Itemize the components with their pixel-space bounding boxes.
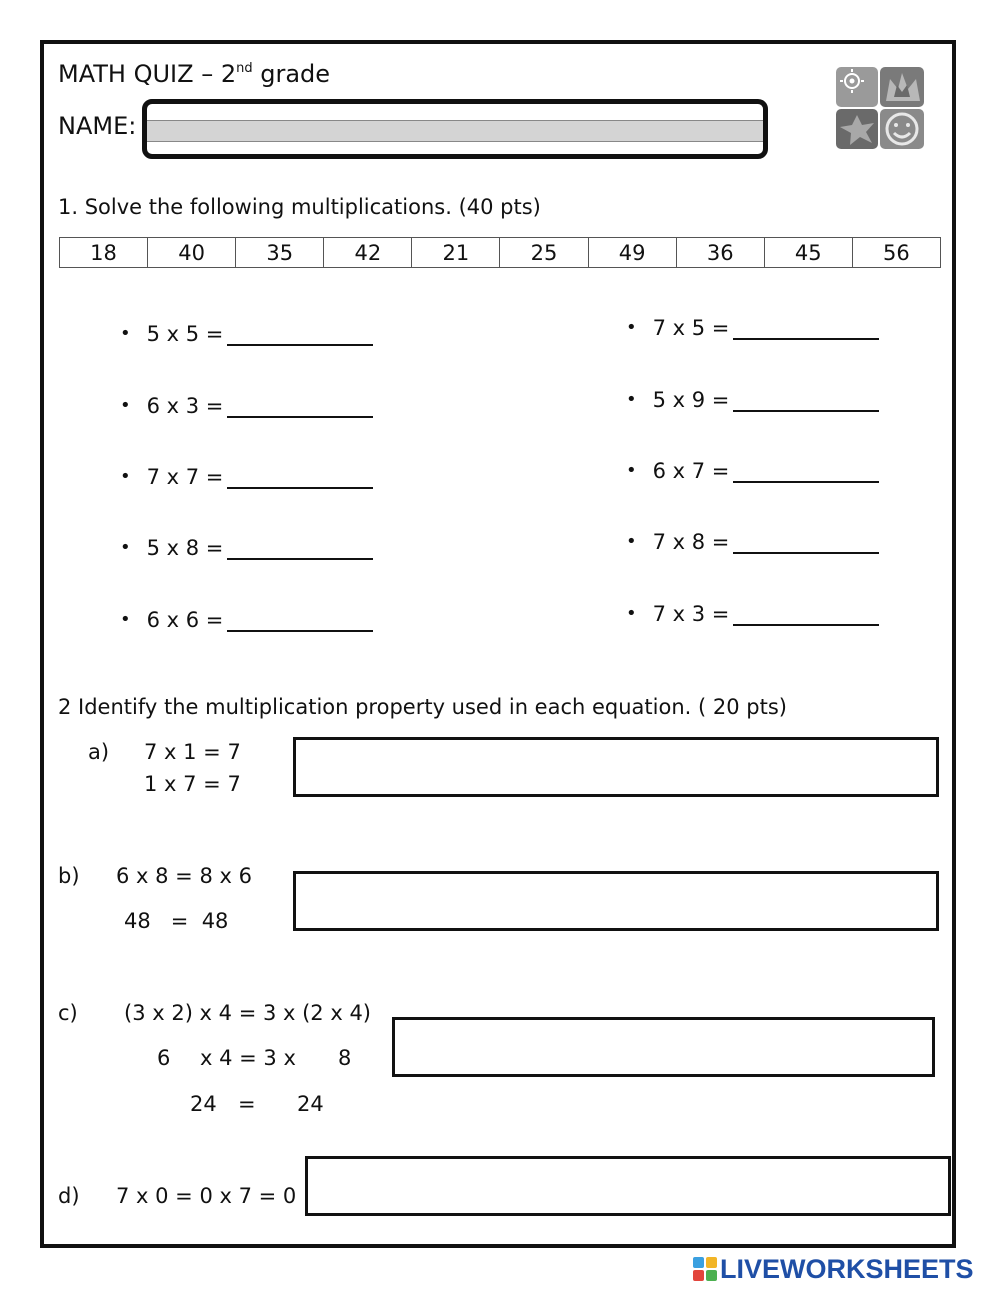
bullet: • bbox=[120, 609, 131, 630]
problem-text: 6 x 7 = bbox=[652, 459, 730, 483]
problem-left-1 bbox=[120, 322, 373, 346]
quiz-title bbox=[58, 60, 330, 88]
item-b-line2: 48 = 48 bbox=[124, 909, 229, 933]
property-answer-box-a[interactable] bbox=[293, 737, 939, 797]
answer-bank-cell: 45 bbox=[764, 238, 852, 268]
item-b-line1: 6 x 8 = 8 x 6 bbox=[116, 864, 252, 888]
bullet: • bbox=[626, 460, 637, 481]
bullet: • bbox=[626, 389, 637, 410]
school-logo-icon bbox=[834, 65, 926, 151]
answer-blank[interactable] bbox=[733, 532, 879, 554]
problem-text: 7 x 7 = bbox=[146, 465, 224, 489]
problem-left-5 bbox=[120, 608, 373, 632]
property-answer-box-d[interactable] bbox=[305, 1156, 951, 1216]
problem-left-4 bbox=[120, 536, 373, 560]
name-input-fill[interactable] bbox=[147, 120, 763, 142]
problem-right-3 bbox=[626, 459, 879, 483]
problem-text: 7 x 5 = bbox=[652, 316, 730, 340]
item-a-label: a) bbox=[88, 740, 110, 764]
problem-right-4 bbox=[626, 530, 879, 554]
answer-blank[interactable] bbox=[227, 610, 373, 632]
brand-logo bbox=[692, 1254, 974, 1284]
answer-blank[interactable] bbox=[733, 318, 879, 340]
answer-blank[interactable] bbox=[733, 461, 879, 483]
answer-bank-cell: 36 bbox=[676, 238, 764, 268]
answer-bank-table bbox=[59, 237, 941, 268]
item-a-line2: 1 x 7 = 7 bbox=[144, 772, 241, 796]
item-c-line3-c: 24 bbox=[297, 1092, 324, 1116]
problem-text: 7 x 3 = bbox=[652, 602, 730, 626]
answer-blank[interactable] bbox=[227, 467, 373, 489]
bullet: • bbox=[120, 323, 131, 344]
problem-right-5 bbox=[626, 602, 879, 626]
item-b-label: b) bbox=[58, 864, 80, 888]
brand-text: LIVEWORKSHEETS bbox=[720, 1253, 974, 1284]
bullet: • bbox=[626, 603, 637, 624]
problem-right-2 bbox=[626, 388, 879, 412]
answer-blank[interactable] bbox=[733, 390, 879, 412]
answer-bank-cell: 56 bbox=[852, 238, 940, 268]
liveworksheets-icon bbox=[692, 1256, 718, 1282]
item-c-line3-a: 24 bbox=[190, 1092, 217, 1116]
answer-blank[interactable] bbox=[733, 604, 879, 626]
answer-blank[interactable] bbox=[227, 396, 373, 418]
item-c-line3-b: = bbox=[238, 1092, 256, 1116]
problem-text: 6 x 3 = bbox=[146, 394, 224, 418]
property-answer-box-b[interactable] bbox=[293, 871, 939, 931]
title-end: grade bbox=[252, 60, 331, 88]
item-d-label: d) bbox=[58, 1184, 80, 1208]
answer-bank-cell: 21 bbox=[412, 238, 500, 268]
problem-right-1 bbox=[626, 316, 879, 340]
name-label: NAME: bbox=[58, 112, 137, 140]
section2-heading: 2 Identify the multiplication property used in each equation. ( 20 pts) bbox=[58, 695, 787, 719]
answer-bank-cell: 35 bbox=[236, 238, 324, 268]
bullet: • bbox=[626, 317, 637, 338]
answer-blank[interactable] bbox=[227, 324, 373, 346]
item-d-line1: 7 x 0 = 0 x 7 = 0 bbox=[116, 1184, 297, 1208]
item-c-line2-b: x 4 = 3 x bbox=[200, 1046, 296, 1070]
item-c-label: c) bbox=[58, 1001, 78, 1025]
item-a-line1: 7 x 1 = 7 bbox=[144, 740, 241, 764]
answer-bank-row bbox=[60, 238, 941, 268]
item-c-line1: (3 x 2) x 4 = 3 x (2 x 4) bbox=[124, 1001, 371, 1025]
answer-bank-cell: 42 bbox=[324, 238, 412, 268]
bullet: • bbox=[120, 537, 131, 558]
problem-left-3 bbox=[120, 465, 373, 489]
title-sup: nd bbox=[236, 61, 253, 76]
problem-text: 7 x 8 = bbox=[652, 530, 730, 554]
answer-blank[interactable] bbox=[227, 538, 373, 560]
problem-text: 6 x 6 = bbox=[146, 608, 224, 632]
answer-bank-cell: 18 bbox=[60, 238, 148, 268]
answer-bank-cell: 49 bbox=[588, 238, 676, 268]
name-input[interactable] bbox=[142, 99, 768, 159]
property-answer-box-c[interactable] bbox=[392, 1017, 935, 1077]
item-c-line2-a: 6 bbox=[157, 1046, 171, 1070]
bullet: • bbox=[120, 466, 131, 487]
section1-heading: 1. Solve the following multiplications. (40 pts) bbox=[58, 195, 541, 219]
bullet: • bbox=[120, 395, 131, 416]
problem-text: 5 x 9 = bbox=[652, 388, 730, 412]
problem-text: 5 x 5 = bbox=[146, 322, 224, 346]
answer-bank-cell: 25 bbox=[500, 238, 588, 268]
answer-bank-cell: 40 bbox=[148, 238, 236, 268]
item-c-line2-c: 8 bbox=[338, 1046, 352, 1070]
problem-left-2 bbox=[120, 394, 373, 418]
problem-text: 5 x 8 = bbox=[146, 536, 224, 560]
title-main: MATH QUIZ – 2 bbox=[58, 60, 237, 88]
bullet: • bbox=[626, 531, 637, 552]
